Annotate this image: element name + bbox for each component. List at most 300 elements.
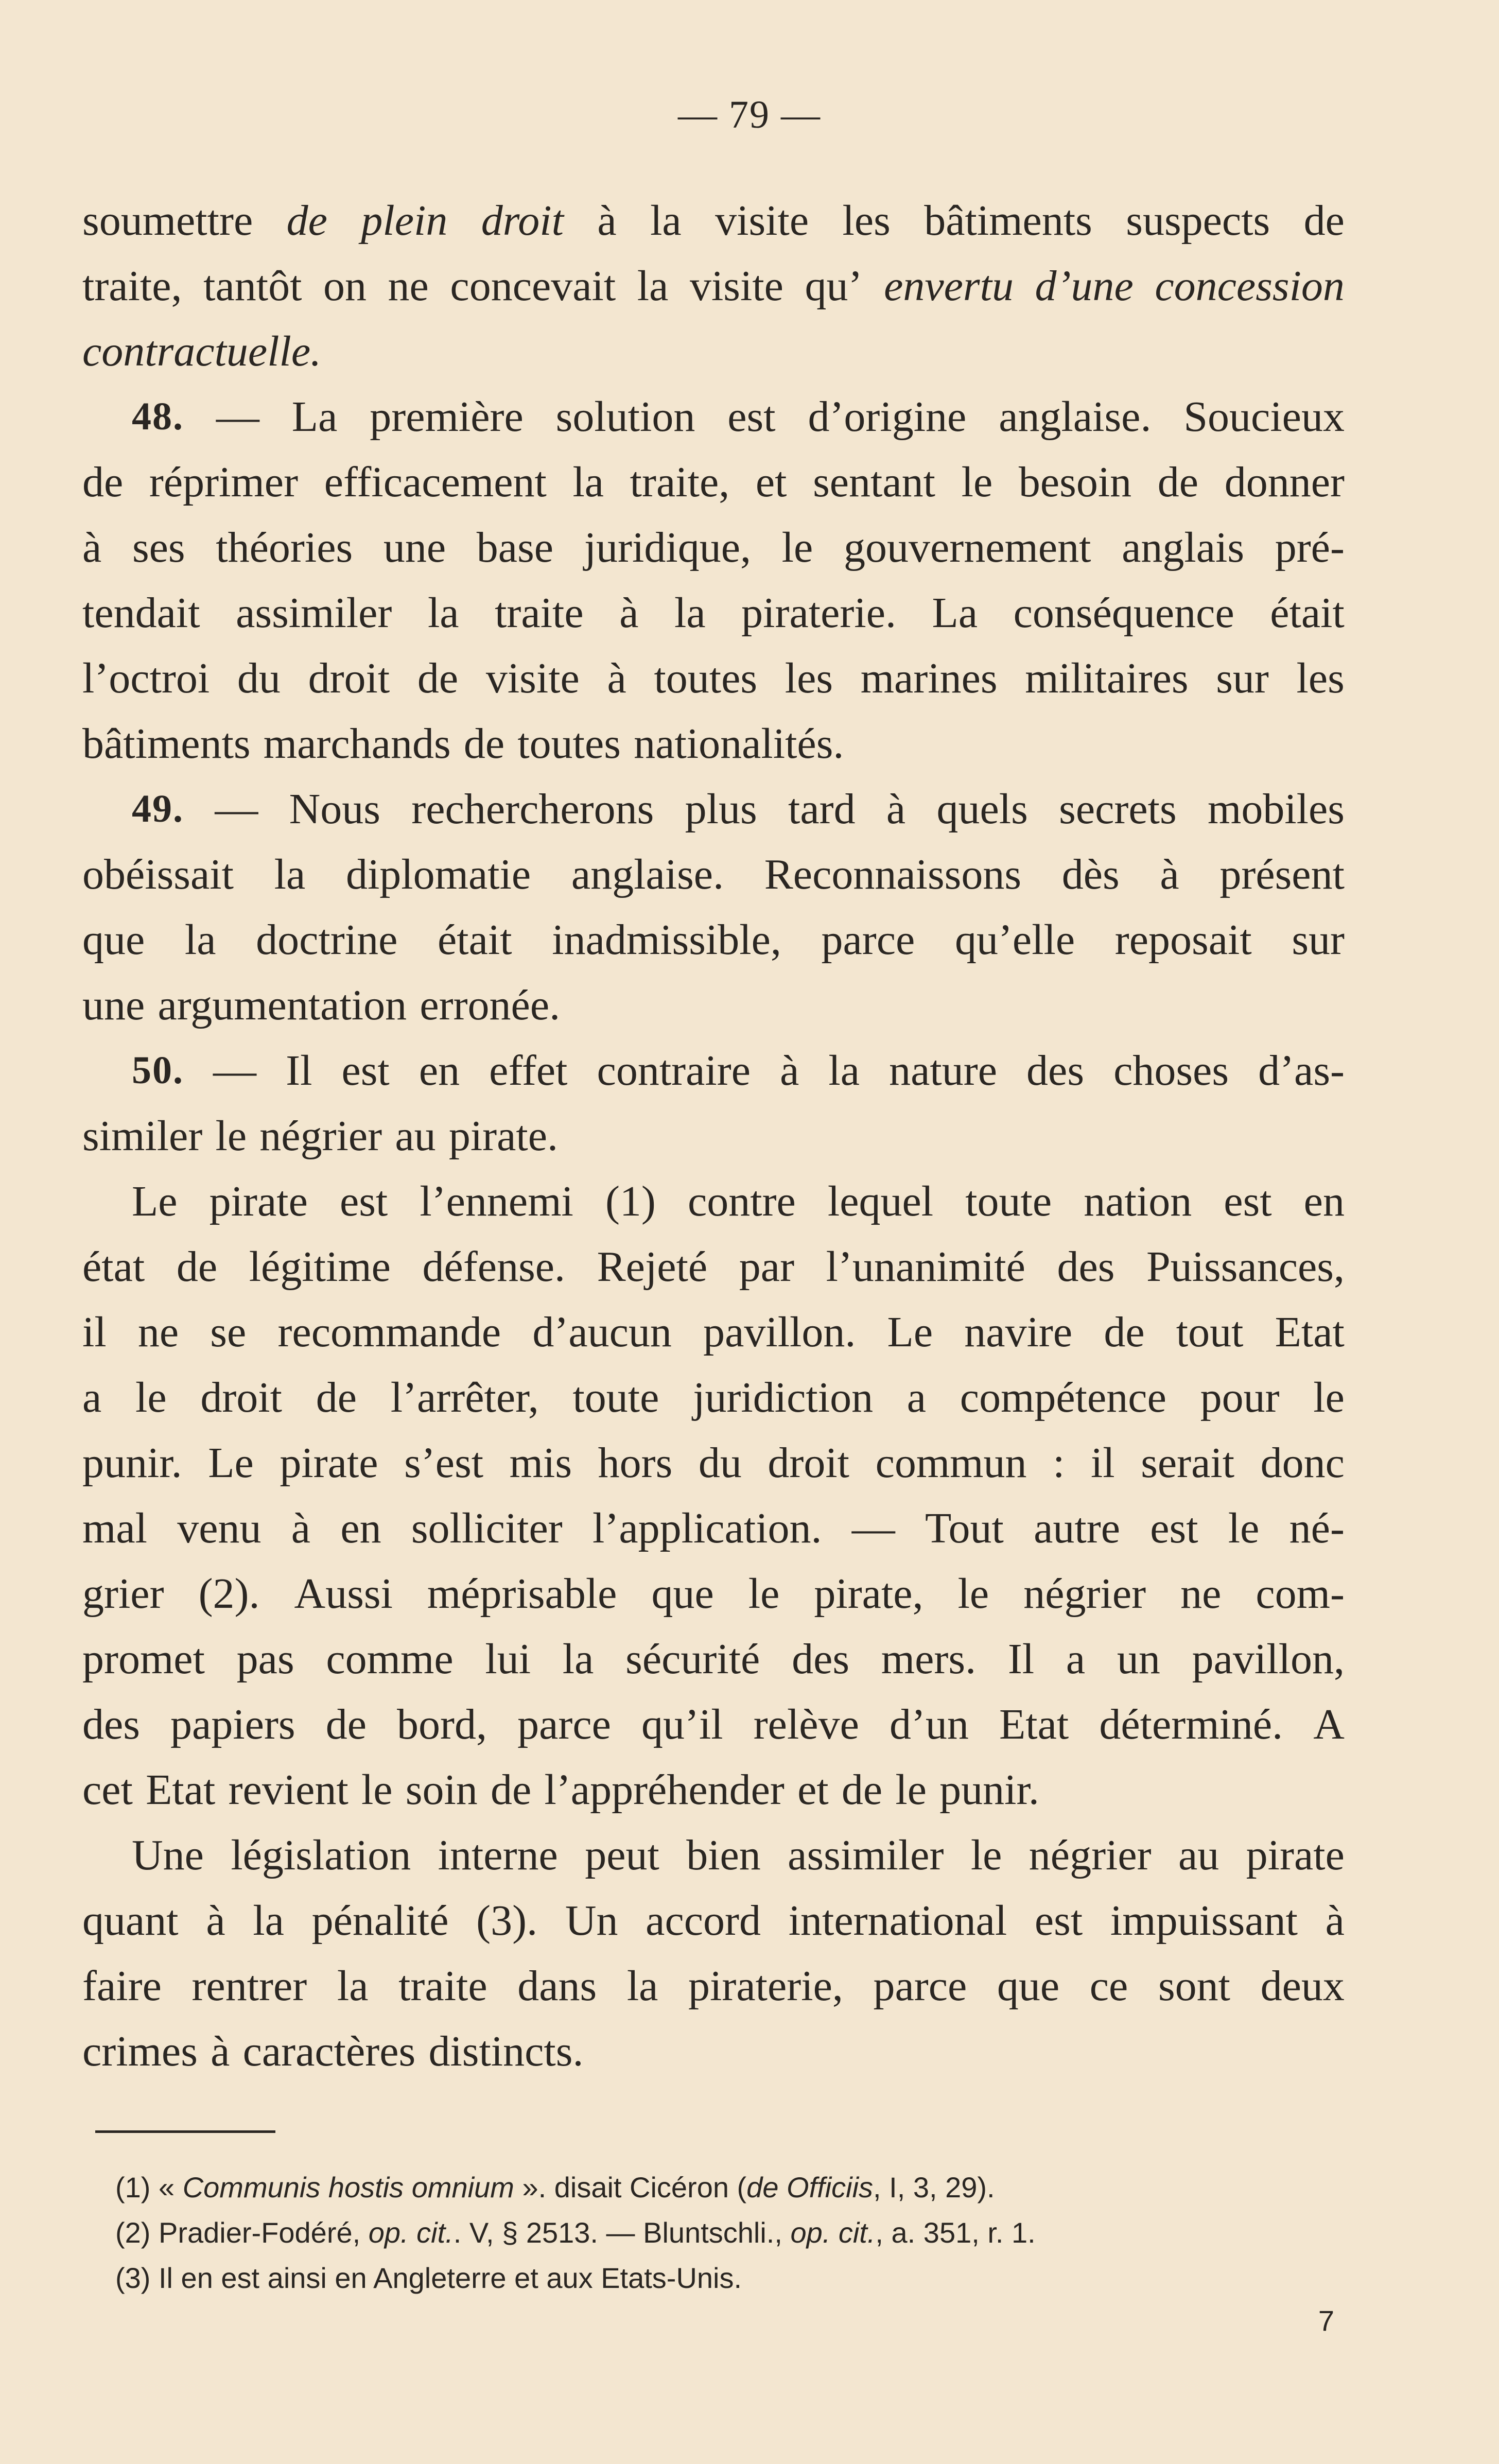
word: compétence: [960, 1374, 1166, 1421]
word: le: [215, 1112, 247, 1160]
word: est: [339, 1177, 388, 1225]
word: pavillon,: [1192, 1635, 1345, 1683]
paragraph-number: 49.: [132, 787, 184, 830]
word: l’unanimité: [826, 1243, 1025, 1291]
word: la: [650, 197, 682, 245]
word: l’arrêter,: [390, 1374, 539, 1421]
text-line: [82, 188, 1345, 253]
word: autre: [1034, 1504, 1120, 1552]
text-line: [82, 1103, 1345, 1169]
word: Il: [286, 1047, 312, 1095]
text-line: [82, 1823, 1345, 1888]
word: piraterie,: [688, 1962, 843, 2010]
word: lui: [485, 1635, 531, 1683]
word: venu: [177, 1504, 262, 1552]
word: à: [1325, 1897, 1345, 1945]
word: sentant: [813, 458, 936, 506]
word: de: [176, 1243, 218, 1291]
word: Soucieux: [1183, 393, 1345, 441]
word: a: [1066, 1635, 1086, 1683]
footnote-text: (1) «: [115, 2171, 183, 2203]
word: Tout: [925, 1504, 1004, 1552]
word: de: [325, 1700, 367, 1748]
footnotes: [115, 2165, 1345, 2301]
word: la: [674, 589, 706, 637]
text-line: [82, 1757, 1345, 1823]
footnote-text: . V, § 2513. — Bluntschli.,: [453, 2216, 791, 2249]
text-line: [82, 384, 1345, 449]
word: traite: [398, 1962, 487, 2010]
word: sont: [1158, 1962, 1230, 2010]
word: à: [597, 197, 617, 245]
word: accord: [646, 1897, 761, 1945]
word: com-: [1256, 1570, 1345, 1618]
word: négrier: [1029, 1831, 1152, 1879]
word: la: [337, 1962, 369, 2010]
word: à: [82, 524, 102, 571]
word: né-: [1289, 1504, 1345, 1552]
word: crimes: [82, 2027, 198, 2075]
word: promet: [82, 1635, 205, 1683]
word: La: [291, 393, 338, 441]
word: nation: [1084, 1177, 1192, 1225]
footnote-text: (3) Il en est ainsi en Angleterre et aux Etats-Unis.: [115, 2262, 742, 2294]
signature-mark: 7: [1318, 2304, 1334, 2337]
word: reposait: [1114, 916, 1252, 964]
word: La: [932, 589, 978, 637]
word: rechercherons: [411, 785, 654, 833]
word: punir.: [939, 1766, 1039, 1814]
word: tard: [788, 785, 856, 833]
word: est: [1150, 1504, 1198, 1552]
word: besoin: [1018, 458, 1132, 506]
word: le: [135, 1374, 167, 1421]
word: soumettre: [82, 197, 253, 245]
word: à: [780, 1047, 799, 1095]
text-line: [82, 1299, 1345, 1365]
word: bord,: [397, 1700, 487, 1748]
word: Etat: [1275, 1308, 1345, 1356]
text-line: [82, 776, 1345, 842]
paragraph-number: 48.: [132, 395, 184, 438]
word: toute: [965, 1177, 1052, 1225]
word: pirate: [1246, 1831, 1345, 1879]
word: parce: [821, 916, 915, 964]
word: la: [184, 916, 216, 964]
word: relève: [753, 1700, 859, 1748]
word: lequel: [827, 1177, 934, 1225]
word: d’une: [1035, 262, 1134, 310]
word: rentrer: [191, 1962, 307, 2010]
word: anglaise.: [571, 851, 724, 898]
text-line: [82, 907, 1345, 973]
word: la: [253, 1897, 284, 1945]
word: pirate.: [448, 1112, 559, 1160]
footnote-text: , I, 3, 29).: [873, 2171, 995, 2203]
word: l’octroi: [82, 654, 210, 702]
text-line: [82, 2019, 1345, 2084]
word: à: [886, 785, 906, 833]
word: gouvernement: [843, 524, 1091, 571]
word: état: [82, 1243, 145, 1291]
word: d’as-: [1258, 1047, 1345, 1095]
word: légitime: [249, 1243, 391, 1291]
word: se: [210, 1308, 247, 1356]
word: —: [216, 393, 259, 441]
word: la: [572, 458, 604, 506]
word: pas: [236, 1635, 294, 1683]
text-line: [82, 1234, 1345, 1299]
word: le: [1313, 1374, 1345, 1421]
word: du: [698, 1439, 742, 1487]
word: les: [785, 654, 833, 702]
word: inadmissible,: [552, 916, 781, 964]
word: toutes: [517, 720, 621, 768]
text-line: [82, 515, 1345, 580]
word: hors: [598, 1439, 673, 1487]
text-line: [82, 449, 1345, 515]
footnote: [115, 2165, 1345, 2210]
word: ne: [388, 262, 429, 310]
footnote-text: , a. 351, r. 1.: [875, 2216, 1036, 2249]
text-line: [82, 1496, 1345, 1561]
word: donc: [1260, 1439, 1345, 1487]
word: parce: [873, 1962, 967, 2010]
word: ce: [1089, 1962, 1128, 2010]
footnote-rule: [95, 2130, 275, 2133]
word: la: [274, 851, 306, 898]
word: première: [370, 393, 524, 441]
word: le: [895, 1766, 927, 1814]
word: le: [781, 524, 813, 571]
word: qu’il: [641, 1700, 723, 1748]
word: était: [1270, 589, 1345, 637]
word: est: [727, 393, 776, 441]
word: anglais: [1122, 524, 1245, 571]
word: Etat: [999, 1700, 1069, 1748]
word: marines: [860, 654, 998, 702]
text-line: [82, 253, 1345, 319]
footnote: [115, 2255, 1345, 2301]
word: la: [427, 589, 459, 637]
word: était: [438, 916, 512, 964]
word: qu’: [805, 262, 863, 310]
word: Aussi: [294, 1570, 393, 1618]
word: :: [1053, 1439, 1065, 1487]
word: ne: [137, 1308, 179, 1356]
word: pirate,: [814, 1570, 923, 1618]
word: un: [1117, 1635, 1160, 1683]
word: une: [383, 524, 446, 571]
text-line: [82, 842, 1345, 907]
word: méprisable: [427, 1570, 617, 1618]
word: au: [395, 1112, 436, 1160]
word: réprimer: [149, 458, 299, 506]
word: international: [788, 1897, 1007, 1945]
word: parce: [517, 1700, 611, 1748]
word: que: [82, 916, 145, 964]
word: pénalité: [311, 1897, 449, 1945]
word: Rejeté: [597, 1243, 708, 1291]
word: le: [748, 1570, 780, 1618]
word: l’ennemi: [420, 1177, 573, 1225]
word: traite,: [82, 262, 182, 310]
word: comme: [326, 1635, 454, 1683]
word: Puissances,: [1146, 1243, 1345, 1291]
word: présent: [1219, 851, 1345, 898]
word: efficacement: [324, 458, 547, 506]
word: Une: [132, 1831, 204, 1879]
word: deux: [1260, 1962, 1345, 2010]
word: il: [1090, 1439, 1115, 1487]
word: est: [1224, 1177, 1272, 1225]
word: cet: [82, 1766, 133, 1814]
word: et: [797, 1766, 829, 1814]
word: commun: [875, 1439, 1027, 1487]
word: le: [1228, 1504, 1260, 1552]
word: de: [1303, 197, 1345, 245]
word: législation: [231, 1831, 411, 1879]
word: les: [1296, 654, 1345, 702]
word: caractères: [242, 2027, 416, 2075]
word: et: [755, 458, 787, 506]
word: similer: [82, 1112, 203, 1160]
word: conséquence: [1013, 589, 1234, 637]
word: d’origine: [808, 393, 967, 441]
page-number: — 79 —: [678, 93, 821, 136]
word: choses: [1113, 1047, 1229, 1095]
word: diplomatie: [345, 851, 531, 898]
word: contraire: [597, 1047, 751, 1095]
word: visite: [689, 262, 783, 310]
word: juridique,: [584, 524, 751, 571]
word: impuissant: [1110, 1897, 1298, 1945]
word: papiers: [170, 1700, 295, 1748]
text-line: [82, 973, 1345, 1038]
word: au: [1178, 1831, 1219, 1879]
word: toutes: [654, 654, 758, 702]
word: solution: [555, 393, 695, 441]
word: des: [1057, 1243, 1115, 1291]
word: traite,: [630, 458, 730, 506]
word: (2).: [198, 1570, 260, 1618]
word: est: [341, 1047, 390, 1095]
text-line: [82, 1626, 1345, 1692]
word: mobiles: [1207, 785, 1345, 833]
word: grier: [82, 1570, 164, 1618]
word: doctrine: [256, 916, 398, 964]
word: tout: [1176, 1308, 1244, 1356]
footnote-text: ». disait Cicéron (: [514, 2171, 747, 2203]
word: de: [417, 654, 459, 702]
word: plus: [685, 785, 757, 833]
word: à: [619, 589, 639, 637]
text-line: [82, 1692, 1345, 1757]
word: secrets: [1059, 785, 1177, 833]
word: —: [213, 1047, 257, 1095]
word: Nous: [289, 785, 380, 833]
word: le: [970, 1831, 1002, 1879]
word: effet: [489, 1047, 568, 1095]
word: négrier: [1023, 1570, 1146, 1618]
word: obéissait: [82, 851, 234, 898]
word: Il: [1007, 1635, 1035, 1683]
word: plein: [361, 197, 448, 245]
text-line: [82, 1038, 1345, 1103]
word: la: [626, 1962, 658, 2010]
word: à: [211, 2027, 230, 2075]
word: marchands: [263, 720, 451, 768]
word: A: [1313, 1700, 1345, 1748]
word: visite: [715, 197, 809, 245]
word: la: [562, 1635, 594, 1683]
word: distincts.: [428, 2027, 584, 2075]
word: que: [997, 1962, 1060, 2010]
word: de: [491, 1766, 532, 1814]
word: négrier: [259, 1112, 382, 1160]
word: erronée.: [420, 981, 561, 1029]
word: traite: [495, 589, 584, 637]
text-line: [82, 1953, 1345, 2019]
word: envertu: [884, 262, 1014, 310]
word: ne: [1180, 1570, 1222, 1618]
word: dès: [1061, 851, 1120, 898]
word: Un: [565, 1897, 618, 1945]
word: est: [1034, 1897, 1083, 1945]
word: contractuelle.: [82, 327, 322, 375]
word: de: [463, 720, 505, 768]
word: contre: [687, 1177, 796, 1225]
word: droit: [308, 654, 390, 702]
word: par: [739, 1243, 795, 1291]
text-line: [82, 1430, 1345, 1496]
word: faire: [82, 1962, 162, 2010]
word: que: [651, 1570, 714, 1618]
word: revient: [228, 1766, 348, 1814]
word: à: [607, 654, 626, 702]
word: mers.: [881, 1635, 977, 1683]
word: qu’elle: [954, 916, 1075, 964]
word: pour: [1200, 1374, 1280, 1421]
word: recommande: [277, 1308, 501, 1356]
word: (3).: [476, 1897, 538, 1945]
word: la: [637, 262, 669, 310]
word: interne: [438, 1831, 558, 1879]
text-line: [82, 319, 1345, 384]
word: sécurité: [625, 1635, 760, 1683]
word: a: [907, 1374, 927, 1421]
word: nationalités.: [634, 720, 844, 768]
word: militaires: [1025, 654, 1189, 702]
word: concevait: [450, 262, 616, 310]
word: sur: [1216, 654, 1269, 702]
text-line: [82, 711, 1345, 776]
footnote-text: op. cit.: [368, 2216, 454, 2249]
word: droit: [200, 1374, 282, 1421]
word: Le: [132, 1177, 178, 1225]
text-line: [82, 1169, 1345, 1234]
word: (1): [605, 1177, 656, 1225]
word: solliciter: [411, 1504, 563, 1552]
word: en: [419, 1047, 460, 1095]
word: Le: [208, 1439, 254, 1487]
word: pavillon.: [703, 1308, 856, 1356]
word: concession: [1155, 262, 1345, 310]
word: assimiler: [788, 1831, 944, 1879]
word: —: [851, 1504, 895, 1552]
word: s’est: [404, 1439, 484, 1487]
footnote-text: Communis hostis omnium: [182, 2171, 514, 2203]
word: défense.: [422, 1243, 566, 1291]
word: une: [82, 981, 145, 1029]
word: piraterie.: [741, 589, 896, 637]
word: bâtiments: [82, 720, 251, 768]
word: donner: [1224, 458, 1345, 506]
word: à: [206, 1897, 225, 1945]
word: des: [82, 1700, 140, 1748]
word: bâtiments: [924, 197, 1092, 245]
word: punir.: [82, 1439, 182, 1487]
footnote-text: op. cit.: [790, 2216, 876, 2249]
word: il: [82, 1308, 107, 1356]
word: de: [1104, 1308, 1145, 1356]
word: de: [841, 1766, 883, 1814]
word: droit: [768, 1439, 850, 1487]
word: mis: [509, 1439, 572, 1487]
word: tantôt: [203, 262, 302, 310]
word: des: [1026, 1047, 1085, 1095]
word: la: [828, 1047, 860, 1095]
word: droit: [481, 197, 564, 245]
word: de: [82, 458, 124, 506]
word: déterminé.: [1099, 1700, 1283, 1748]
word: à: [1160, 851, 1179, 898]
word: mal: [82, 1504, 147, 1552]
word: le: [961, 458, 993, 506]
word: de: [286, 197, 327, 245]
word: juridiction: [693, 1374, 874, 1421]
word: a: [82, 1374, 102, 1421]
paragraph-number: 50.: [132, 1049, 184, 1092]
word: l’application.: [592, 1504, 822, 1552]
footnote: [115, 2210, 1345, 2255]
word: anglaise.: [999, 393, 1152, 441]
footnote-text: (2) Pradier-Fodéré,: [115, 2216, 369, 2249]
word: ses: [132, 524, 185, 571]
word: bien: [686, 1831, 761, 1879]
word: en: [340, 1504, 381, 1552]
word: peut: [585, 1831, 659, 1879]
word: quels: [936, 785, 1028, 833]
word: —: [215, 785, 258, 833]
word: du: [237, 654, 281, 702]
word: serait: [1141, 1439, 1235, 1487]
word: pirate: [280, 1439, 378, 1487]
word: pré-: [1275, 524, 1345, 571]
word: assimiler: [236, 589, 392, 637]
text-line: [82, 1365, 1345, 1430]
word: d’aucun: [532, 1308, 672, 1356]
word: des: [792, 1635, 850, 1683]
word: pirate: [209, 1177, 308, 1225]
word: théories: [216, 524, 353, 571]
word: quant: [82, 1897, 179, 1945]
word: argumentation: [158, 981, 407, 1029]
word: nature: [889, 1047, 997, 1095]
word: de: [316, 1374, 357, 1421]
word: suspects: [1126, 197, 1270, 245]
word: navire: [964, 1308, 1073, 1356]
